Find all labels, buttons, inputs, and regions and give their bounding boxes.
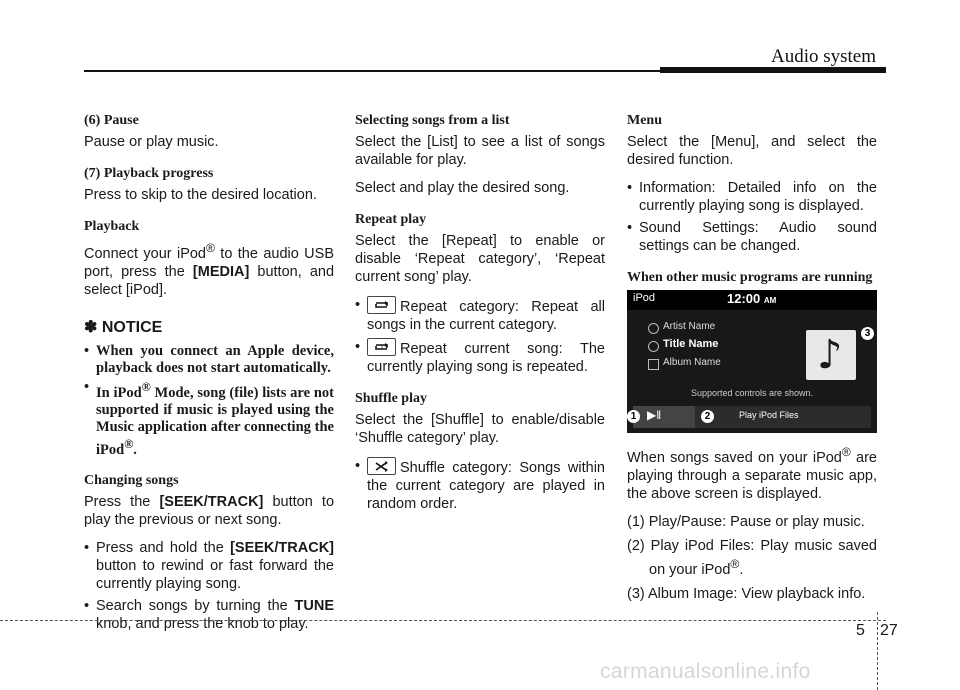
screen-title: Title Name (663, 338, 719, 350)
notice-item: • When you connect an Apple device, playback does not start automatically. (84, 343, 334, 377)
repeat-all-icon (367, 296, 396, 314)
section-heading-list: Selecting songs from a list (355, 113, 510, 128)
play-pause-icon: ▶ǁ (647, 408, 662, 422)
watermark-text: carmanualsonline.info (600, 660, 811, 683)
list-item: • 1 Repeat current song: The currently playing song is repeated. (355, 338, 605, 376)
section-heading-playback: Playback (84, 219, 140, 234)
music-note-icon: ♪ (817, 332, 843, 378)
repeat-text: Select the [Repeat] to enable or disable ‘Repeat category’, ‘Repeat current song’ play. (355, 233, 605, 285)
callout-badge-2: 2 (701, 410, 714, 423)
shuffle-list (355, 457, 605, 513)
repeat-one-icon (367, 338, 396, 356)
item-3: (3) Album Image: View playback info. (627, 585, 866, 602)
list-text-1: Select the [List] to see a list of songs available for play. (355, 134, 605, 168)
album-icon (648, 359, 659, 370)
column-2 (355, 112, 605, 521)
item-2: (2) Play iPod Files: Play music saved on your iPod®. (627, 537, 877, 578)
title-icon (648, 341, 659, 352)
column-3 (627, 112, 877, 613)
menu-text: Select the [Menu], and select the desired function. (627, 134, 877, 168)
section-heading-shuffle: Shuffle play (355, 391, 427, 406)
repeat-list (355, 296, 605, 376)
list-item: • Repeat category: Repeat all songs in the current category. (355, 296, 605, 334)
play-ipod-files-button: Play iPod Files (739, 410, 799, 420)
progress-text: Press to skip to the desired location. (84, 187, 317, 203)
section-heading-pause: (6) Pause (84, 113, 139, 128)
section-heading-progress: (7) Playback progress (84, 166, 214, 181)
footer-rule (0, 620, 886, 621)
section-heading-changing: Changing songs (84, 473, 179, 489)
screen-clock: 12:00 AM (727, 291, 777, 306)
svg-text:1: • 1 (380, 344, 384, 351)
list-item: • Search songs by turning the TUNE knob, and press the knob to play. (84, 597, 334, 633)
section-heading-menu: Menu (627, 113, 662, 128)
callout-badge-1: 1 (627, 410, 640, 423)
page-header-title: Audio system (770, 46, 876, 67)
other-text: When songs saved on your iPod® are playing through a separate music app, the above screen is displayed. (627, 445, 877, 502)
notice-title: ✽ NOTICE (84, 318, 163, 336)
section-heading-repeat: Repeat play (355, 212, 427, 227)
section-heading-other-programs: When other music programs are running (627, 270, 873, 285)
list-item: • Information: Detailed info on the currently playing song is displayed. (627, 179, 877, 215)
screen-artist: Artist Name (663, 321, 716, 332)
header-rule (84, 70, 886, 72)
item-1: (1) Play/Pause: Pause or play music. (627, 513, 865, 530)
artist-icon (648, 323, 659, 334)
list-item: • Shuffle category: Songs within the current category are played in random order. (355, 457, 605, 513)
pause-text: Pause or play music. (84, 134, 219, 150)
screen-album: Album Name (663, 357, 721, 368)
screen-message: Supported controls are shown. (690, 388, 814, 398)
shuffle-text: Select the [Shuffle] to enable/disable ‘Shuffle category’ play. (355, 412, 605, 446)
column-1 (84, 112, 334, 641)
list-text-2: Select and play the desired song. (355, 180, 570, 196)
page-number: 27 (880, 622, 898, 639)
callout-badge-3: 3 (861, 327, 874, 340)
screen-app-label: iPod (633, 292, 656, 304)
footer-divider (877, 612, 878, 690)
ipod-screen-image (627, 290, 877, 433)
playback-text: Connect your iPod® to the audio USB port, press the [MEDIA] button, and select [iPod]. (84, 241, 335, 298)
chapter-number: 5 (856, 622, 865, 639)
list-item: • Press and hold the [SEEK/TRACK] button to rewind or fast forward the currently playing song. (84, 539, 334, 593)
notice-list (84, 343, 334, 459)
play-pause-button (633, 406, 695, 428)
menu-list (627, 179, 877, 255)
changing-text: Press the [SEEK/TRACK] button to play the previous or next song. (84, 494, 335, 529)
list-item: • Sound Settings: Audio sound settings can be changed. (627, 219, 877, 255)
notice-item: • In iPod® Mode, song (file) lists are not supported if music is played using the Music application after connecting the iPod®. (84, 379, 334, 459)
shuffle-icon (367, 457, 396, 475)
